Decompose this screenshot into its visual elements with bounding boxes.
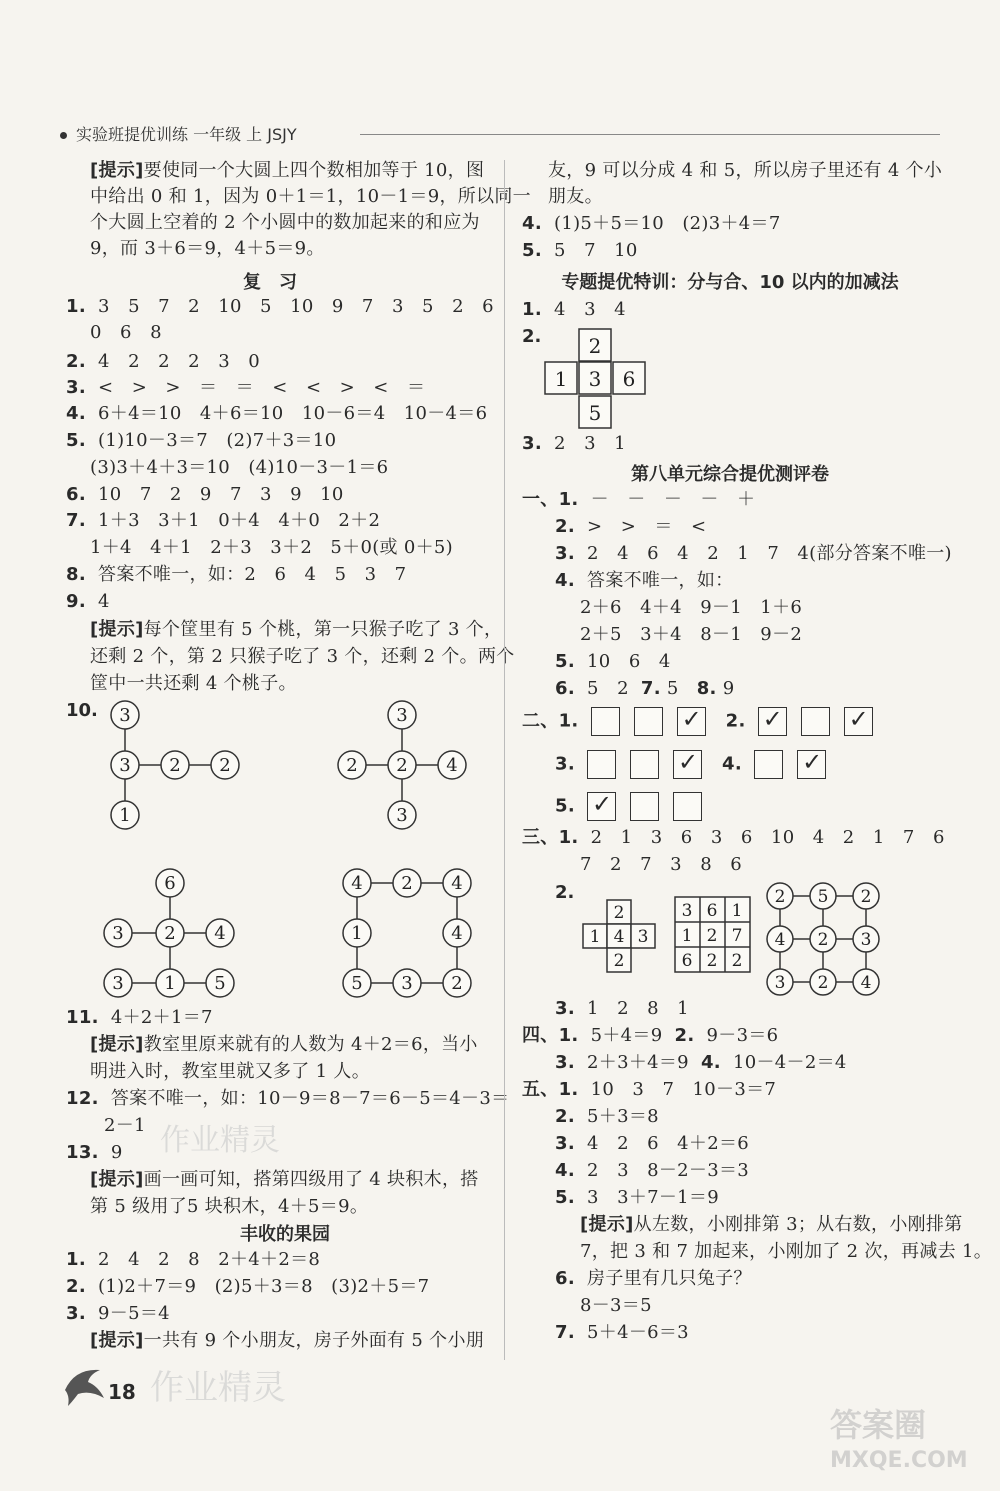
watermark-text-1: 作业精灵	[160, 1123, 280, 1158]
orchard-title: 丰收的果园	[240, 1224, 330, 1245]
q13-hint-line-1: [提示]画一画可知，搭第四级用了 4 块积木，搭	[90, 1169, 479, 1190]
p5-5-hint-line-1: [提示]从左数，小刚排第 3；从右数，小刚排第	[580, 1214, 963, 1235]
q8: 8. 答案不唯一，如：2 6 4 5 3 7	[66, 564, 407, 585]
q12-line-1: 12. 答案不唯一，如：10－9＝8－7＝6－5＝4－3＝	[66, 1088, 510, 1109]
q10-graph-3	[100, 855, 250, 1015]
g2-top: 3	[396, 705, 408, 726]
p3-2b-grid	[670, 892, 756, 976]
p5-1: 五、1. 10 3 7 10－3＝7	[522, 1079, 777, 1100]
q11-hint-line-1: [提示]教室里原来就有的人数为 4＋2＝6，当小	[90, 1034, 478, 1055]
g4-bot-1: 5	[351, 973, 363, 994]
p4-3-4: 3. 2＋3＋4＝9 4. 10－4－2＝4	[555, 1052, 847, 1073]
p2-4-box-b[interactable]	[797, 750, 826, 779]
g4-top-1: 4	[351, 873, 363, 894]
p2-1-box-b[interactable]	[634, 707, 663, 736]
p2-5-box-b[interactable]	[630, 792, 659, 821]
g2-bottom: 3	[396, 805, 408, 826]
p3-2b-r3c3: 2	[731, 951, 743, 971]
intro-hint-line-4: 9，而 3＋6＝9，4＋5＝9。	[90, 238, 325, 259]
q13-hint-line-2: 第 5 级用了5 块积木，4＋5＝9。	[90, 1196, 369, 1217]
p3-2b-r3c1: 6	[681, 951, 693, 971]
p5-6-line-1: 6. 房子里有几只兔子？	[555, 1268, 752, 1289]
p1-5: 5. 10 6 4	[555, 651, 671, 672]
p3-2a-left: 1	[589, 927, 601, 947]
g1-mid-2: 2	[169, 755, 181, 776]
p5-5-hint-line-2: 7，把 3 和 7 加起来，小刚加了 2 次，再减去 1。	[580, 1241, 993, 1262]
p3-2c-m2: 2	[817, 930, 829, 950]
check-icon: ✓	[802, 748, 823, 776]
p5-4: 4. 2 3 8－2－3＝3	[555, 1160, 750, 1181]
g3-top: 6	[164, 873, 176, 894]
p3-2c-b1: 3	[774, 973, 786, 993]
p3-2b-r2c1: 1	[681, 926, 693, 946]
p3-2a-center: 4	[613, 927, 625, 947]
p3-1-line-2: 7 2 7 3 8 6	[580, 854, 743, 875]
s2-left: 1	[554, 367, 568, 391]
g1-top: 3	[119, 705, 131, 726]
p2-1-box-a[interactable]	[591, 707, 620, 736]
p1-3: 3. 2 4 6 4 2 1 7 4(部分答案不唯一)	[555, 543, 952, 564]
p3-2-number: 2.	[555, 882, 575, 903]
g1-mid-3: 2	[219, 755, 231, 776]
intro-hint-line-3: 个大圆上空着的 2 个小圆中的数加起来的和应为	[90, 212, 480, 233]
check-icon: ✓	[762, 705, 784, 733]
p5-5: 5. 3 3＋7－1＝9	[555, 1187, 719, 1208]
p2-3-box-a[interactable]	[587, 750, 616, 779]
p1-6-7-8: 6. 5 2 7. 5 8. 9	[555, 678, 735, 699]
column-divider	[504, 160, 505, 1360]
p2-5-box-a[interactable]	[587, 792, 616, 821]
p3-2c-t3: 2	[860, 887, 872, 907]
g3-r1-3: 4	[214, 923, 226, 944]
intro-hint-line-2: 中给出 0 和 1，因为 0＋1＝1，10－1＝9，所以同一	[90, 186, 531, 207]
watermark-site: MXQE.COM	[830, 1448, 968, 1473]
p3-2c-b2: 2	[817, 973, 829, 993]
p3-2c-t2: 5	[817, 887, 829, 907]
q1-line-2: 0 6 8	[90, 322, 162, 343]
cont-line-2: 朋友。	[548, 186, 603, 207]
g3-r2-1: 3	[112, 973, 124, 994]
p3-1-line-1: 三、1. 2 1 3 6 3 6 10 4 2 1 7 6	[522, 827, 945, 848]
s2-bottom: 5	[588, 401, 602, 425]
check-icon: ✓	[678, 748, 699, 776]
o2: 2. (1)2＋7＝9 (2)5＋3＝8 (3)2＋5＝7	[66, 1276, 430, 1297]
p5-6-line-2: 8－3＝5	[580, 1295, 652, 1316]
cont-line-1: 友，9 可以分成 4 和 5，所以房子里还有 4 个小	[548, 160, 943, 181]
p5-3: 3. 4 2 6 4＋2＝6	[555, 1133, 750, 1154]
q9: 9. 4	[66, 591, 110, 612]
s2-center: 3	[588, 367, 602, 391]
p3-2c-m1: 4	[774, 930, 786, 950]
r4: 4. (1)5＋5＝10 (2)3＋4＝7	[522, 213, 781, 234]
s2-top: 2	[588, 334, 602, 358]
page-number: 18	[108, 1380, 136, 1404]
p2-row-3: 5. ✓	[555, 792, 716, 821]
p2-row-1: 二、1. ✓ 2. ✓ ✓	[522, 707, 887, 736]
p4-1-2: 四、1. 5＋4＝9 2. 9－3＝6	[522, 1025, 779, 1046]
p1-4-line-2: 2＋6 4＋4 9－1 1＋6	[580, 597, 803, 618]
q10-graph-1	[100, 695, 250, 835]
g2-mid-2: 2	[396, 755, 408, 776]
o1: 1. 2 4 2 8 2＋4＋2＝8	[66, 1249, 321, 1270]
unit8-title: 第八单元综合提优测评卷	[631, 464, 829, 485]
p2-2-box-b[interactable]	[801, 707, 830, 736]
g1-bottom: 1	[119, 805, 131, 826]
q6: 6. 10 7 2 9 7 3 9 10	[66, 484, 344, 505]
q7-line-2: 1＋4 4＋1 2＋3 3＋2 5＋0(或 0＋5)	[90, 537, 453, 558]
g4-mid-2: 4	[451, 923, 463, 944]
q1-line-1: 1. 3 5 7 2 10 5 10 9 7 3 5 2 6	[66, 296, 494, 317]
q9-hint-line-3: 筐中一共还剩 4 个桃子。	[90, 673, 297, 694]
p2-1-box-c[interactable]	[677, 707, 706, 736]
q11: 11. 4＋2＋1＝7	[66, 1007, 213, 1028]
p3-2c-circle-grid	[762, 878, 892, 998]
g3-r2-3: 5	[214, 973, 226, 994]
watermark-logo: 答案圈	[830, 1406, 927, 1444]
p3-2b-r1c3: 1	[731, 901, 743, 921]
p3-2b-r3c2: 2	[706, 951, 718, 971]
p3-2a-right: 3	[637, 927, 649, 947]
check-icon: ✓	[848, 705, 870, 733]
bullet-icon	[60, 132, 67, 139]
p2-row-2: 3. ✓ 4. ✓	[555, 750, 840, 779]
s2-cross-grid	[540, 326, 650, 442]
o3-hint: [提示]一共有 9 个小朋友，房子外面有 5 个小朋	[90, 1330, 485, 1351]
q5-line-2: (3)3＋4＋3＝10 (4)10－3－1＝6	[90, 457, 389, 478]
header-title: 实验班提优训练 一年级 上 JSJY	[76, 125, 297, 144]
q3: 3. < > > ＝ ＝ < < > < ＝	[66, 377, 426, 398]
p5-2: 2. 5＋3＝8	[555, 1106, 659, 1127]
q4: 4. 6＋4＝10 4＋6＝10 10－6＝4 10－4＝6	[66, 403, 488, 424]
s2-number: 2.	[522, 326, 542, 347]
p3-2a-cross-grid	[578, 896, 664, 978]
q13: 13. 9	[66, 1142, 123, 1163]
g4-top-2: 2	[401, 873, 413, 894]
p2-2-box-a[interactable]	[758, 707, 787, 736]
check-icon: ✓	[592, 790, 613, 818]
header-rule	[360, 134, 940, 135]
g2-mid-1: 2	[346, 755, 358, 776]
p3-2b-r2c3: 7	[731, 926, 743, 946]
p3-2b-r2c2: 2	[706, 926, 718, 946]
g3-r1-1: 3	[112, 923, 124, 944]
p3-2a-bottom: 2	[613, 951, 625, 971]
check-icon: ✓	[681, 705, 703, 733]
q12-line-2: 2－1	[104, 1115, 146, 1136]
p2-5-box-c[interactable]	[673, 792, 702, 821]
q10-graph-2	[325, 695, 485, 835]
q11-hint-line-2: 明进入时，教室里就又多了 1 人。	[90, 1061, 370, 1082]
p3-2a-top: 2	[613, 903, 625, 923]
p3-2c-t1: 2	[774, 887, 786, 907]
p1-4-line-1: 4. 答案不唯一，如：	[555, 570, 734, 591]
p3-2c-b3: 4	[860, 973, 872, 993]
q9-hint-line-2: 还剩 2 个，第 2 只猴子吃了 3 个，还剩 2 个。两个	[90, 646, 515, 667]
g4-top-3: 4	[451, 873, 463, 894]
p1-4-line-3: 2＋5 3＋4 8－1 9－2	[580, 624, 803, 645]
dolphin-icon	[60, 1360, 110, 1410]
p2-3-box-c[interactable]	[673, 750, 702, 779]
g3-r2-2: 1	[164, 973, 176, 994]
p1-2: 2. > > ＝ <	[555, 516, 707, 537]
q2: 2. 4 2 2 2 3 0	[66, 351, 261, 372]
g4-bot-3: 2	[451, 973, 463, 994]
p3-2c-m3: 3	[860, 930, 872, 950]
p2-3-box-b[interactable]	[630, 750, 659, 779]
watermark-text-2: 作业精灵	[150, 1368, 286, 1408]
review-title: 复 习	[243, 272, 297, 293]
g3-r1-2: 2	[164, 923, 176, 944]
q9-hint-line-1: [提示]每个筐里有 5 个桃，第一只猴子吃了 3 个，	[90, 619, 503, 640]
p2-4-box-a[interactable]	[754, 750, 783, 779]
intro-hint-line-1: [提示]要使同一个大圆上四个数相加等于 10，图	[90, 160, 485, 181]
p1-1: 一、1. － － － － ＋	[522, 489, 756, 510]
g4-mid-1: 1	[351, 923, 363, 944]
g2-mid-3: 4	[446, 755, 458, 776]
r5: 5. 5 7 10	[522, 240, 638, 261]
p5-7: 7. 5＋4－6＝3	[555, 1322, 689, 1343]
p3-2b-r1c1: 3	[681, 901, 693, 921]
q7-line-1: 7. 1＋3 3＋1 0＋4 4＋0 2＋2	[66, 510, 381, 531]
o3: 3. 9－5＝4	[66, 1303, 170, 1324]
q10-graph-4	[335, 855, 485, 1015]
s2-right: 6	[622, 367, 636, 391]
g4-bot-2: 3	[401, 973, 413, 994]
s3: 3. 2 3 1	[522, 433, 626, 454]
special-title: 专题提优特训：分与合、10 以内的加减法	[561, 272, 899, 293]
p3-3: 3. 1 2 8 1	[555, 998, 689, 1019]
p2-2-box-c[interactable]	[844, 707, 873, 736]
s1: 1. 4 3 4	[522, 299, 626, 320]
q10-number: 10.	[66, 700, 98, 721]
g1-mid-1: 3	[119, 755, 131, 776]
page-header	[60, 118, 940, 148]
q5-line-1: 5. (1)10－3＝7 (2)7＋3＝10	[66, 430, 337, 451]
p3-2b-r1c2: 6	[706, 901, 718, 921]
